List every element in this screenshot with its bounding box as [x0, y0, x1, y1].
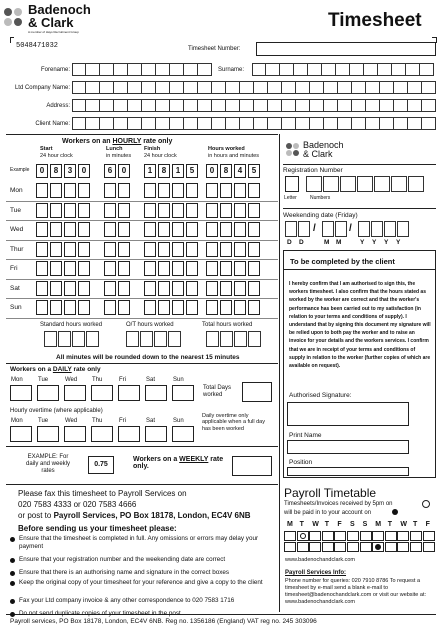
received-marker-icon: [300, 533, 306, 539]
time-digit-field[interactable]: [206, 203, 218, 218]
time-digit-field[interactable]: [248, 183, 260, 198]
date-format-letter: Y: [360, 239, 365, 246]
payroll-day-cell: [309, 531, 321, 541]
date-format-letter: Y: [384, 239, 389, 246]
registration-letter-field[interactable]: [285, 176, 299, 192]
time-digit-field[interactable]: [220, 261, 232, 276]
numbers-caption: Numbers: [310, 195, 331, 201]
time-digit-field[interactable]: [158, 281, 170, 296]
time-digit-field[interactable]: [172, 222, 184, 237]
time-digit-field[interactable]: [220, 222, 232, 237]
row-divider: [6, 298, 278, 299]
time-digit-field[interactable]: [118, 222, 130, 237]
time-digit-field[interactable]: [36, 281, 48, 296]
time-digit-field[interactable]: [186, 203, 198, 218]
time-digit-field[interactable]: [50, 242, 62, 257]
small-logo-dots-icon: [285, 142, 301, 158]
payroll-info-title: Payroll Services Info:: [285, 570, 347, 576]
paid-dot-icon: [392, 509, 398, 515]
standard-hours-field[interactable]: [44, 331, 100, 347]
payroll-day-letter: S: [362, 521, 368, 528]
small-brand-name-2: & Clark: [303, 149, 333, 159]
time-digit-field[interactable]: [248, 281, 260, 296]
time-digit-field[interactable]: [144, 222, 156, 237]
time-digit-field[interactable]: [248, 242, 260, 257]
position-field[interactable]: [287, 467, 409, 476]
example-digit: 1: [144, 164, 156, 178]
time-digit-field[interactable]: [158, 261, 170, 276]
time-digit-field[interactable]: [234, 242, 246, 257]
time-digit-field[interactable]: [234, 261, 246, 276]
overtime-day-label: Thu: [92, 418, 103, 424]
finish-sub: 24 hour clock: [144, 153, 177, 159]
lunch-sub: in minutes: [106, 153, 132, 159]
date-format-letter: Y: [396, 239, 401, 246]
payroll-day-cell: [347, 531, 359, 541]
payroll-day-letter: T: [324, 521, 330, 528]
example-digit: 3: [64, 164, 76, 178]
date-format-letter: D: [299, 239, 304, 246]
daily-day-field[interactable]: [91, 385, 113, 401]
row-divider: [6, 318, 278, 319]
overtime-day-field[interactable]: [145, 426, 167, 442]
time-digit-field[interactable]: [64, 242, 76, 257]
payroll-received: Timesheets/Invoices received by 5pm on: [284, 501, 393, 507]
overtime-day-label: Mon: [11, 418, 23, 424]
time-digit-field[interactable]: [64, 222, 76, 237]
instruction-item: Keep the original copy of your timesheet for your reference and give a copy to the client: [19, 579, 263, 586]
time-digit-field[interactable]: [234, 281, 246, 296]
payroll-website[interactable]: www.badenochandclark.com: [285, 557, 356, 563]
overtime-day-label: Sun: [173, 418, 184, 424]
hourly-heading: Workers on an HOURLY rate only: [62, 138, 173, 145]
day-label: Wed: [10, 226, 24, 233]
day-label: Thur: [10, 245, 24, 253]
overtime-day-field[interactable]: [172, 426, 194, 442]
time-digit-field[interactable]: [234, 183, 246, 198]
instruction-item: Fax your Ltd company invoice & any other correspondence to 020 7583 1716: [19, 597, 235, 604]
payroll-day-letter: M: [287, 521, 293, 528]
overtime-day-label: Tue: [38, 418, 49, 424]
row-divider: [6, 259, 278, 260]
daily-day-label: Tue: [38, 377, 49, 383]
time-digit-field[interactable]: [186, 261, 198, 276]
time-digit-field[interactable]: [158, 242, 170, 257]
time-digit-field[interactable]: [50, 222, 62, 237]
daily-day-label: Sun: [173, 377, 184, 383]
fax-post-line: or post to Payroll Services, PO Box 18178, London, EC4V 6NB: [18, 511, 251, 520]
time-digit-field[interactable]: [144, 183, 156, 198]
time-digit-field[interactable]: [36, 183, 48, 198]
logo-dots-icon: [3, 7, 25, 29]
total-hours-label: Total hours worked: [202, 322, 253, 328]
time-digit-field[interactable]: [78, 261, 90, 276]
time-digit-field[interactable]: [158, 183, 170, 198]
weekending-day-field[interactable]: [285, 221, 311, 237]
day-label: Fri: [10, 265, 18, 272]
finish-label: Finish: [144, 146, 161, 152]
brand-tagline: A member of Hays Recruitment Group: [28, 30, 79, 34]
time-digit-field[interactable]: [104, 183, 116, 198]
overtime-day-field[interactable]: [37, 426, 59, 442]
day-label: Sat: [10, 284, 20, 292]
payroll-day-cell: [397, 542, 409, 552]
small-brand-logo: [285, 140, 365, 162]
time-digit-field[interactable]: [36, 261, 48, 276]
day-label: Sun: [10, 304, 22, 311]
time-digit-field[interactable]: [118, 261, 130, 276]
day-label: Mon: [10, 187, 23, 194]
time-digit-field[interactable]: [36, 300, 48, 315]
time-digit-field[interactable]: [36, 203, 48, 218]
time-digit-field[interactable]: [248, 203, 260, 218]
payroll-day-cell: [360, 531, 372, 541]
bullet-icon: [10, 599, 15, 604]
overtime-day-field[interactable]: [10, 426, 32, 442]
time-digit-field[interactable]: [64, 281, 76, 296]
instruction-item: Ensure that your registration number and the weekending date are correct: [19, 556, 226, 563]
time-digit-field[interactable]: [206, 183, 218, 198]
payroll-day-cell: [284, 542, 296, 552]
example-digit: 5: [186, 164, 198, 178]
payroll-day-letter: S: [350, 521, 355, 528]
forename-field[interactable]: [72, 63, 212, 76]
payroll-day-letter: T: [413, 521, 418, 528]
surname-label: Surname:: [218, 67, 245, 73]
time-digit-field[interactable]: [186, 300, 198, 315]
time-digit-field[interactable]: [104, 281, 116, 296]
time-digit-field[interactable]: [104, 203, 116, 218]
letter-caption: Letter: [284, 195, 297, 201]
time-digit-field[interactable]: [234, 222, 246, 237]
total-days-label: Total Days worked: [203, 385, 232, 398]
time-digit-field[interactable]: [220, 281, 232, 296]
time-digit-field[interactable]: [172, 300, 184, 315]
payroll-day-cell: [347, 542, 359, 552]
payroll-day-cell: [423, 531, 435, 541]
time-digit-field[interactable]: [104, 242, 116, 257]
weekly-example-label: EXAMPLE: For daily and weekly rates: [25, 454, 71, 474]
client-declaration: I hereby confirm that I am authorised to sign this, the workers timesheet. I also confirm that the hours stated as worked by the worker are correct and that the worker's performance has been carried out to my satisfaction (in relation to your terms and conditions of supply). I understand that by signing this document my signature will be relied upon to both pay the worker and to raise an invoice for your details and the workers services. I confirm that we are in receipt of your terms and conditions of supply in relation to the worker (further copies of which are available on request).: [289, 281, 431, 370]
signature-label: Authorised Signature:: [289, 392, 352, 399]
signature-field[interactable]: [287, 402, 409, 426]
time-digit-field[interactable]: [78, 222, 90, 237]
start-sub: 24 hour clock: [40, 153, 73, 159]
address-label: Address:: [46, 103, 70, 109]
time-digit-field[interactable]: [144, 203, 156, 218]
time-digit-field[interactable]: [64, 203, 76, 218]
brand-logo: [3, 3, 103, 35]
time-digit-field[interactable]: [248, 261, 260, 276]
payroll-day-letter: F: [425, 521, 430, 528]
time-digit-field[interactable]: [172, 183, 184, 198]
example-digit: 8: [50, 164, 62, 178]
daily-day-field[interactable]: [172, 385, 194, 401]
example-digit: 0: [206, 164, 218, 178]
time-digit-field[interactable]: [206, 261, 218, 276]
time-digit-field[interactable]: [36, 242, 48, 257]
before-sending-heading: Before sending us your timesheet please:: [18, 524, 177, 533]
payroll-day-cell: [385, 542, 397, 552]
date-format-letter: D: [287, 239, 292, 246]
example-digit: 0: [78, 164, 90, 178]
time-digit-field[interactable]: [78, 242, 90, 257]
client-name-field[interactable]: [72, 117, 436, 130]
address-field[interactable]: [72, 99, 436, 112]
payroll-day-cell: [322, 542, 334, 552]
time-digit-field[interactable]: [220, 203, 232, 218]
ltd-company-field[interactable]: [72, 81, 436, 94]
time-digit-field[interactable]: [158, 222, 170, 237]
brand-name-1: Badenoch: [28, 2, 91, 17]
example-digit: 8: [220, 164, 232, 178]
example-digit: 0: [36, 164, 48, 178]
payroll-day-cell: [297, 542, 309, 552]
time-digit-field[interactable]: [234, 203, 246, 218]
time-digit-field[interactable]: [64, 300, 76, 315]
instruction-item: Ensure that the timesheet is completed in full. Any omissions or errors may delay your payment: [19, 535, 259, 550]
payroll-day-cell: [372, 531, 384, 541]
daily-day-field[interactable]: [118, 385, 140, 401]
ot-hours-field[interactable]: [126, 331, 182, 347]
daily-day-label: Wed: [65, 377, 78, 383]
payroll-day-letter: W: [400, 521, 407, 528]
time-digit-field[interactable]: [206, 281, 218, 296]
payroll-title: Payroll Timetable: [284, 486, 377, 500]
total-days-field[interactable]: [242, 382, 272, 402]
payroll-day-cell: [360, 542, 372, 552]
time-digit-field[interactable]: [158, 203, 170, 218]
small-brand-name-1: Badenoch: [303, 140, 344, 150]
payroll-day-cell: [284, 531, 296, 541]
date-format-letter: M: [324, 239, 330, 246]
time-digit-field[interactable]: [206, 300, 218, 315]
received-circle-icon: [422, 500, 430, 508]
payroll-day-cell: [309, 542, 321, 552]
row-divider: [6, 201, 278, 202]
brand-name-2: & Clark: [28, 15, 74, 30]
forename-label: Forename:: [40, 67, 70, 73]
time-digit-field[interactable]: [158, 300, 170, 315]
daily-day-label: Fri: [119, 377, 126, 383]
weekly-field[interactable]: [232, 456, 272, 476]
daily-day-label: Thu: [92, 377, 103, 383]
time-digit-field[interactable]: [118, 242, 130, 257]
fax-numbers: 020 7583 4333 or 020 7583 4666: [18, 500, 137, 509]
time-digit-field[interactable]: [78, 203, 90, 218]
rounding-note: All minutes will be rounded down to the nearest 15 minutes: [56, 354, 240, 361]
daily-day-label: Sat: [146, 377, 156, 383]
time-digit-field[interactable]: [234, 300, 246, 315]
time-digit-field[interactable]: [50, 203, 62, 218]
bullet-icon: [10, 571, 15, 576]
time-digit-field[interactable]: [104, 300, 116, 315]
time-digit-field[interactable]: [248, 300, 260, 315]
time-digit-field[interactable]: [144, 261, 156, 276]
hours-label: Hours worked: [208, 146, 245, 152]
timesheet-number-label: Timesheet Number:: [188, 46, 241, 52]
payroll-day-letter: T: [387, 521, 393, 528]
registration-numbers-field[interactable]: [306, 176, 425, 192]
time-digit-field[interactable]: [186, 183, 198, 198]
payroll-day-cell: [334, 542, 346, 552]
time-digit-field[interactable]: [220, 183, 232, 198]
time-digit-field[interactable]: [50, 183, 62, 198]
row-divider: [6, 220, 278, 221]
overtime-day-field[interactable]: [91, 426, 113, 442]
date-separator-1: /: [313, 223, 316, 234]
time-digit-field[interactable]: [50, 281, 62, 296]
fax-line-1: Please fax this timesheet to Payroll Services on: [18, 489, 187, 498]
weekly-example-value: 0.75: [88, 456, 114, 474]
time-digit-field[interactable]: [206, 222, 218, 237]
overtime-note: Daily overtime only applicable when a full day has been worked: [202, 413, 265, 432]
payroll-paid: will be paid in to your account on: [284, 510, 372, 516]
instruction-item: Ensure that there is an authorising name and signature in the correct boxes: [19, 569, 230, 576]
payroll-day-letter: M: [375, 521, 382, 528]
payroll-day-cell: [423, 542, 435, 552]
footer-text: Payroll services, PO Box 18178, London, EC4V 6NB. Reg no. 1356186 (England) VAT reg no. 245 303096: [10, 618, 317, 625]
time-digit-field[interactable]: [172, 261, 184, 276]
payroll-info-text: Phone number for queries: 020 7910 8786 To request a timesheet by e-mail send a blank e-mail to timesheet@badenochandclark.com or visit our website at: www.badenochandclark.com: [285, 578, 427, 605]
time-digit-field[interactable]: [118, 300, 130, 315]
overtime-day-field[interactable]: [118, 426, 140, 442]
client-name-label: Client Name:: [35, 121, 70, 127]
standard-hours-label: Standard hours worked: [40, 322, 103, 328]
date-format-letter: M: [336, 239, 342, 246]
example-digit: 5: [248, 164, 260, 178]
time-digit-field[interactable]: [78, 300, 90, 315]
time-digit-field[interactable]: [36, 222, 48, 237]
weekly-heading: Workers on a WEEKLY rate only.: [133, 456, 224, 470]
weekending-month-field[interactable]: [322, 221, 348, 237]
hours-sub: in hours and minutes: [208, 153, 260, 159]
time-digit-field[interactable]: [64, 183, 76, 198]
payroll-day-cell: [334, 531, 346, 541]
daily-day-field[interactable]: [37, 385, 59, 401]
payroll-day-cell: [397, 531, 409, 541]
daily-day-label: Mon: [11, 377, 23, 383]
ltd-company-label: Ltd Company Name:: [14, 85, 70, 91]
daily-heading: Workers on a DAILY rate only: [10, 366, 101, 373]
time-digit-field[interactable]: [186, 222, 198, 237]
bullet-icon: [10, 612, 15, 617]
time-digit-field[interactable]: [172, 281, 184, 296]
overtime-day-field[interactable]: [64, 426, 86, 442]
time-digit-field[interactable]: [118, 203, 130, 218]
time-digit-field[interactable]: [50, 300, 62, 315]
time-digit-field[interactable]: [78, 183, 90, 198]
example-digit: 1: [172, 164, 184, 178]
overtime-day-label: Fri: [119, 418, 126, 424]
time-digit-field[interactable]: [64, 261, 76, 276]
overtime-heading: Hourly overtime (where applicable): [10, 408, 103, 414]
client-section-title: To be completed by the client: [290, 257, 395, 266]
daily-day-field[interactable]: [145, 385, 167, 401]
payroll-day-cell: [385, 531, 397, 541]
time-digit-field[interactable]: [220, 300, 232, 315]
date-separator-2: /: [349, 223, 352, 234]
payroll-day-letter: W: [312, 521, 319, 528]
time-digit-field[interactable]: [186, 242, 198, 257]
instruction-item: Do not send duplicate copies of your timesheet in the post: [19, 610, 181, 617]
overtime-day-label: Sat: [146, 418, 156, 424]
time-digit-field[interactable]: [78, 281, 90, 296]
example-digit: 4: [234, 164, 246, 178]
daily-day-field[interactable]: [64, 385, 86, 401]
example-label: Example: [10, 167, 30, 173]
example-digit: 0: [118, 164, 130, 178]
time-digit-field[interactable]: [172, 203, 184, 218]
daily-day-field[interactable]: [10, 385, 32, 401]
payroll-day-letter: F: [337, 521, 342, 528]
example-digit: 8: [158, 164, 170, 178]
row-divider: [6, 240, 278, 241]
row-divider: [6, 279, 278, 280]
total-hours-field[interactable]: [206, 331, 262, 347]
overtime-day-label: Wed: [65, 418, 78, 424]
time-digit-field[interactable]: [144, 281, 156, 296]
example-digit: 6: [104, 164, 116, 178]
bullet-icon: [10, 537, 15, 542]
reference-number: 5048471032: [16, 42, 59, 50]
time-digit-field[interactable]: [144, 300, 156, 315]
bullet-icon: [10, 558, 15, 563]
weekending-label: Weekending date (Friday): [283, 212, 358, 219]
day-label: Tue: [10, 206, 21, 214]
time-digit-field[interactable]: [186, 281, 198, 296]
print-name-field[interactable]: [287, 440, 409, 454]
time-digit-field[interactable]: [118, 183, 130, 198]
weekending-year-field[interactable]: [358, 221, 410, 237]
date-format-letter: Y: [372, 239, 377, 246]
time-digit-field[interactable]: [248, 222, 260, 237]
position-label: Position: [289, 459, 313, 466]
print-name-label: Print Name: [289, 432, 322, 439]
ot-hours-label: O/T hours worked: [126, 322, 174, 328]
payroll-day-cell: [322, 531, 334, 541]
time-digit-field[interactable]: [206, 242, 218, 257]
start-label: Start: [40, 146, 53, 152]
registration-number-label: Registration Number: [283, 167, 343, 174]
timesheet-number-field[interactable]: [256, 42, 436, 56]
time-digit-field[interactable]: [220, 242, 232, 257]
surname-field[interactable]: [252, 63, 436, 76]
payroll-day-letter: T: [299, 521, 304, 528]
payroll-day-cell: [410, 531, 422, 541]
doc-title: Timesheet: [328, 10, 422, 31]
payroll-day-cell: [410, 542, 422, 552]
bullet-icon: [10, 581, 15, 586]
time-digit-field[interactable]: [118, 281, 130, 296]
time-digit-field[interactable]: [104, 261, 116, 276]
lunch-label: Lunch: [106, 146, 123, 152]
time-digit-field[interactable]: [172, 242, 184, 257]
time-digit-field[interactable]: [104, 222, 116, 237]
time-digit-field[interactable]: [50, 261, 62, 276]
time-digit-field[interactable]: [144, 242, 156, 257]
